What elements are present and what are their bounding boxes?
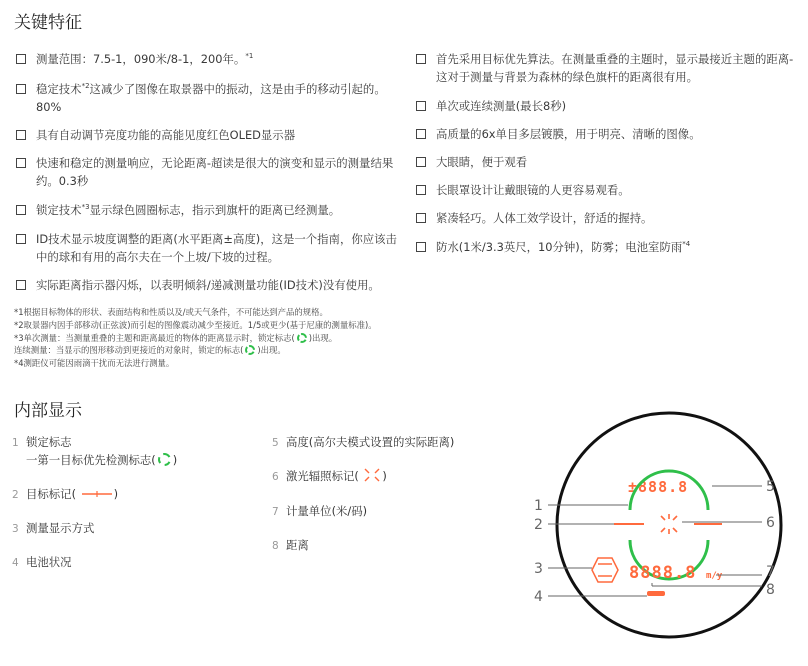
checkbox-icon xyxy=(416,157,426,167)
feature-item: 锁定技术$^{*3}$显示绿色圆圈标志，指示到旗杆的距离已经测量。 xyxy=(14,201,436,219)
legend-item-4: 4 电池状况 xyxy=(12,555,72,569)
laser-mark-icon xyxy=(362,467,382,483)
feature-item: 稳定技术$^{*2}$这减少了图像在取景器中的振动，这是由手的移动引起的。 80% xyxy=(14,80,436,116)
feature-item: 大眼睛，便于观看 xyxy=(414,153,808,171)
features-title: 关键特征 xyxy=(14,13,82,33)
checkbox-icon xyxy=(416,129,426,139)
legend-item-1-sub: 一第一目标优先检测标志( ) xyxy=(26,453,178,467)
viewfinder-diagram xyxy=(534,440,790,660)
feature-item: ID技术显示坡度调整的距离(水平距离±高度)，这是一个指南，你应该击 中的球和有用的高尔夫在一个上坡/下坡的过程。 xyxy=(14,230,436,266)
legend-item-6: 6 激光辐照标记( ) xyxy=(272,469,387,483)
feature-item: 防水(1米/3.3英尺，10分钟)，防雾；电池室防雨$^{*4}$ xyxy=(414,238,808,256)
footnotes xyxy=(14,306,454,370)
legend-item-8: 8 距离 xyxy=(272,538,309,552)
checkbox-icon xyxy=(416,54,426,64)
checkbox-icon xyxy=(16,130,26,140)
feature-item: 长眼罩设计让戴眼镜的人更容易观看。 xyxy=(414,181,808,199)
battery-indicator xyxy=(647,591,665,596)
feature-item: 测量范围：7.5-1，090米/8-1，200年。$^{*1}$ xyxy=(14,50,436,68)
target-mark-icon xyxy=(80,489,114,499)
footnote: *3单次测量：当测量重叠的主题和距离最近的物体的距离显示时，锁定标志( )出现。 xyxy=(14,332,338,343)
footnote: *4测距仪可能因雨滴干扰而无法进行测量。 xyxy=(14,358,175,369)
lock-ring-icon xyxy=(158,453,171,466)
unit-readout: m/y xyxy=(706,571,723,581)
callout-1: 1 xyxy=(534,498,543,514)
feature-item: 首先采用目标优先算法。在测量重叠的主题时，显示最接近主题的距离- 这对于测量与背景为森林的绿色旗杆的距离很有用。 xyxy=(414,50,808,86)
checkbox-icon xyxy=(416,242,426,252)
checkbox-icon xyxy=(16,54,26,64)
legend-item-7: 7 计量单位(米/码) xyxy=(272,504,368,518)
footnote: *1根据目标物体的形状、表面结构和性质以及/或天气条件，不可能达到产品的规格。 xyxy=(14,307,328,317)
height-readout: ±888.8 xyxy=(628,478,689,496)
measurement-mode-icon xyxy=(592,558,618,582)
display-title: 内部显示 xyxy=(14,401,82,421)
callout-5: 5 xyxy=(766,479,775,495)
callout-6: 6 xyxy=(766,515,775,531)
checkbox-icon xyxy=(16,158,26,168)
distance-readout: 8888.8 xyxy=(629,563,697,583)
footnote: 连续测量：当显示的图形移动到更接近的对象时，锁定的标志( )出现。 xyxy=(14,345,286,356)
callout-4: 4 xyxy=(534,589,543,605)
checkbox-icon xyxy=(16,234,26,244)
legend-item-3: 3 测量显示方式 xyxy=(12,521,95,535)
checkbox-icon xyxy=(416,101,426,111)
feature-item: 实际距离指示器闪烁，以表明倾斜/递减测量功能(ID技术)没有使用。 xyxy=(14,276,436,294)
lock-ring-icon xyxy=(297,333,307,343)
callout-8: 8 xyxy=(766,582,775,598)
checkbox-icon xyxy=(16,205,26,215)
viewfinder-circle xyxy=(557,413,781,637)
callout-2: 2 xyxy=(534,517,543,533)
feature-item: 快速和稳定的测量响应，无论距离-超读是很大的演变和显示的测量结果 约。0.3秒 xyxy=(14,154,436,190)
checkbox-icon xyxy=(416,213,426,223)
feature-item: 单次或连续测量(最长8秒) xyxy=(414,97,808,115)
checkbox-icon xyxy=(16,84,26,94)
callout-3: 3 xyxy=(534,561,543,577)
lock-ring-icon xyxy=(245,345,255,355)
feature-item: 紧凑轻巧。人体工效学设计，舒适的握持。 xyxy=(414,209,808,227)
callout-7: 7 xyxy=(766,564,775,580)
legend-item-2: 2 目标标记( ) xyxy=(12,487,119,501)
footnote: *2取景器内因手部移动(正弦波)而引起的图像震动减少至接近。1/5或更少(基于尼康的测量标准)。 xyxy=(14,319,377,330)
legend-item-1: 1 锁定标志 xyxy=(12,435,72,449)
feature-item: 高质量的6x单目多层镀膜，用于明亮、清晰的图像。 xyxy=(414,125,808,143)
feature-item: 具有自动调节亮度功能的高能见度红色OLED显示器 xyxy=(14,126,436,144)
checkbox-icon xyxy=(416,185,426,195)
checkbox-icon xyxy=(16,280,26,290)
viewfinder-svg xyxy=(534,440,790,660)
legend-item-5: 5 高度(高尔夫模式设置的实际距离) xyxy=(272,435,455,449)
laser-irradiation-mark xyxy=(661,514,677,534)
